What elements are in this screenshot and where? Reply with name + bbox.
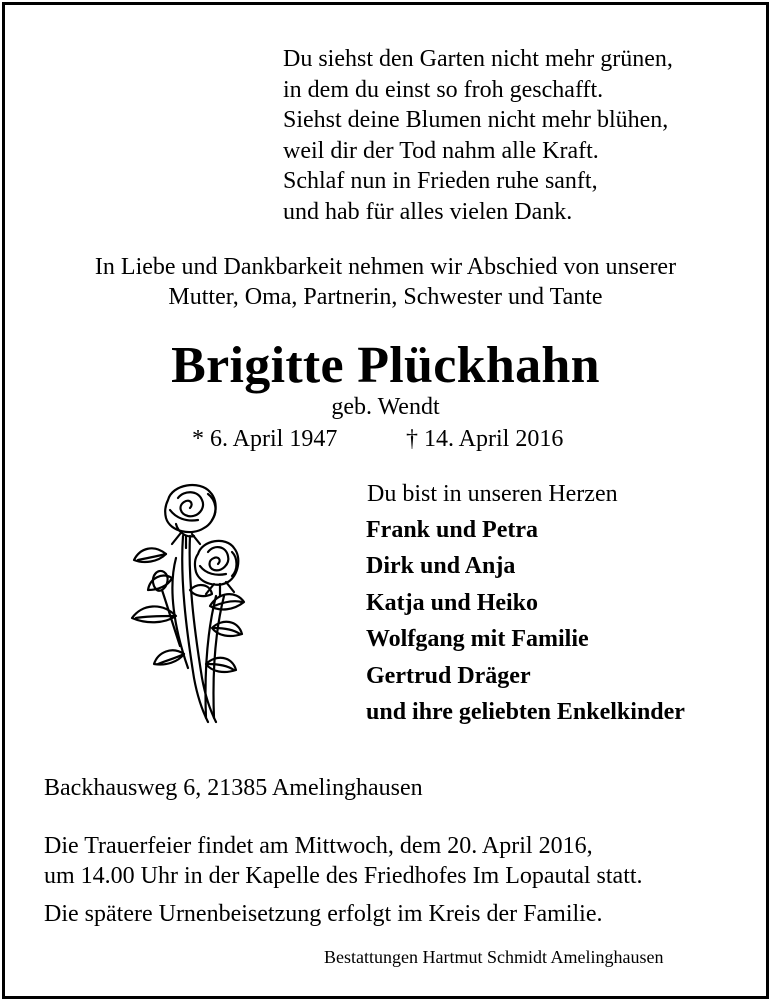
birth-date: * 6. April 1947 [192,426,338,452]
mourner-name: Frank und Petra [366,517,539,543]
funeral-line-1: Die Trauerfeier findet am Mittwoch, dem 20. April 2016, [44,833,593,859]
mourner-name: und ihre geliebten Enkelkinder [366,698,685,725]
farewell-intro [0,252,771,312]
poem-line: Schlaf nun in Frieden ruhe sanft, [283,168,598,195]
poem-line: Siehst deine Blumen nicht mehr blühen, [283,107,669,134]
mourner-name: Wolfgang mit Familie [366,626,589,653]
poem-line: weil dir der Tod nahm alle Kraft. [283,137,599,164]
undertaker-credit: Bestattungen Hartmut Schmidt Amelinghausen [324,947,664,967]
deceased-name: Brigitte Plückhahn [171,337,600,394]
intro-line-2: Mutter, Oma, Partnerin, Schwester und Tante [168,284,603,310]
poem-line: Du siehst den Garten nicht mehr grünen, [283,46,673,72]
poem-line: in dem du einst so froh geschafft. [283,76,604,103]
mourner-name: Dirk und Anja [366,553,516,580]
maiden-name: geb. Wendt [331,394,440,420]
death-date: † 14. April 2016 [406,426,564,452]
rose-bouquet-icon [128,478,246,724]
funeral-details [44,831,643,891]
intro-line-1: In Liebe und Dankbarkeit nehmen wir Abschied von unserer [94,254,677,280]
mourners-heading: Du bist in unseren Herzen [367,481,618,507]
mourner-name: Katja und Heiko [366,589,539,616]
urn-burial-note: Die spätere Urnenbeisetzung erfolgt im Kreis der Familie. [44,901,603,927]
memorial-poem [283,44,673,228]
funeral-line-2: um 14.00 Uhr in der Kapelle des Friedhofes Im Lopautal statt. [44,863,643,889]
poem-line: und hab für alles vielen Dank. [283,198,573,225]
mourners-list [366,512,685,730]
mourning-address: Backhausweg 6, 21385 Amelinghausen [44,775,423,801]
mourner-name: Gertrud Dräger [366,662,531,689]
